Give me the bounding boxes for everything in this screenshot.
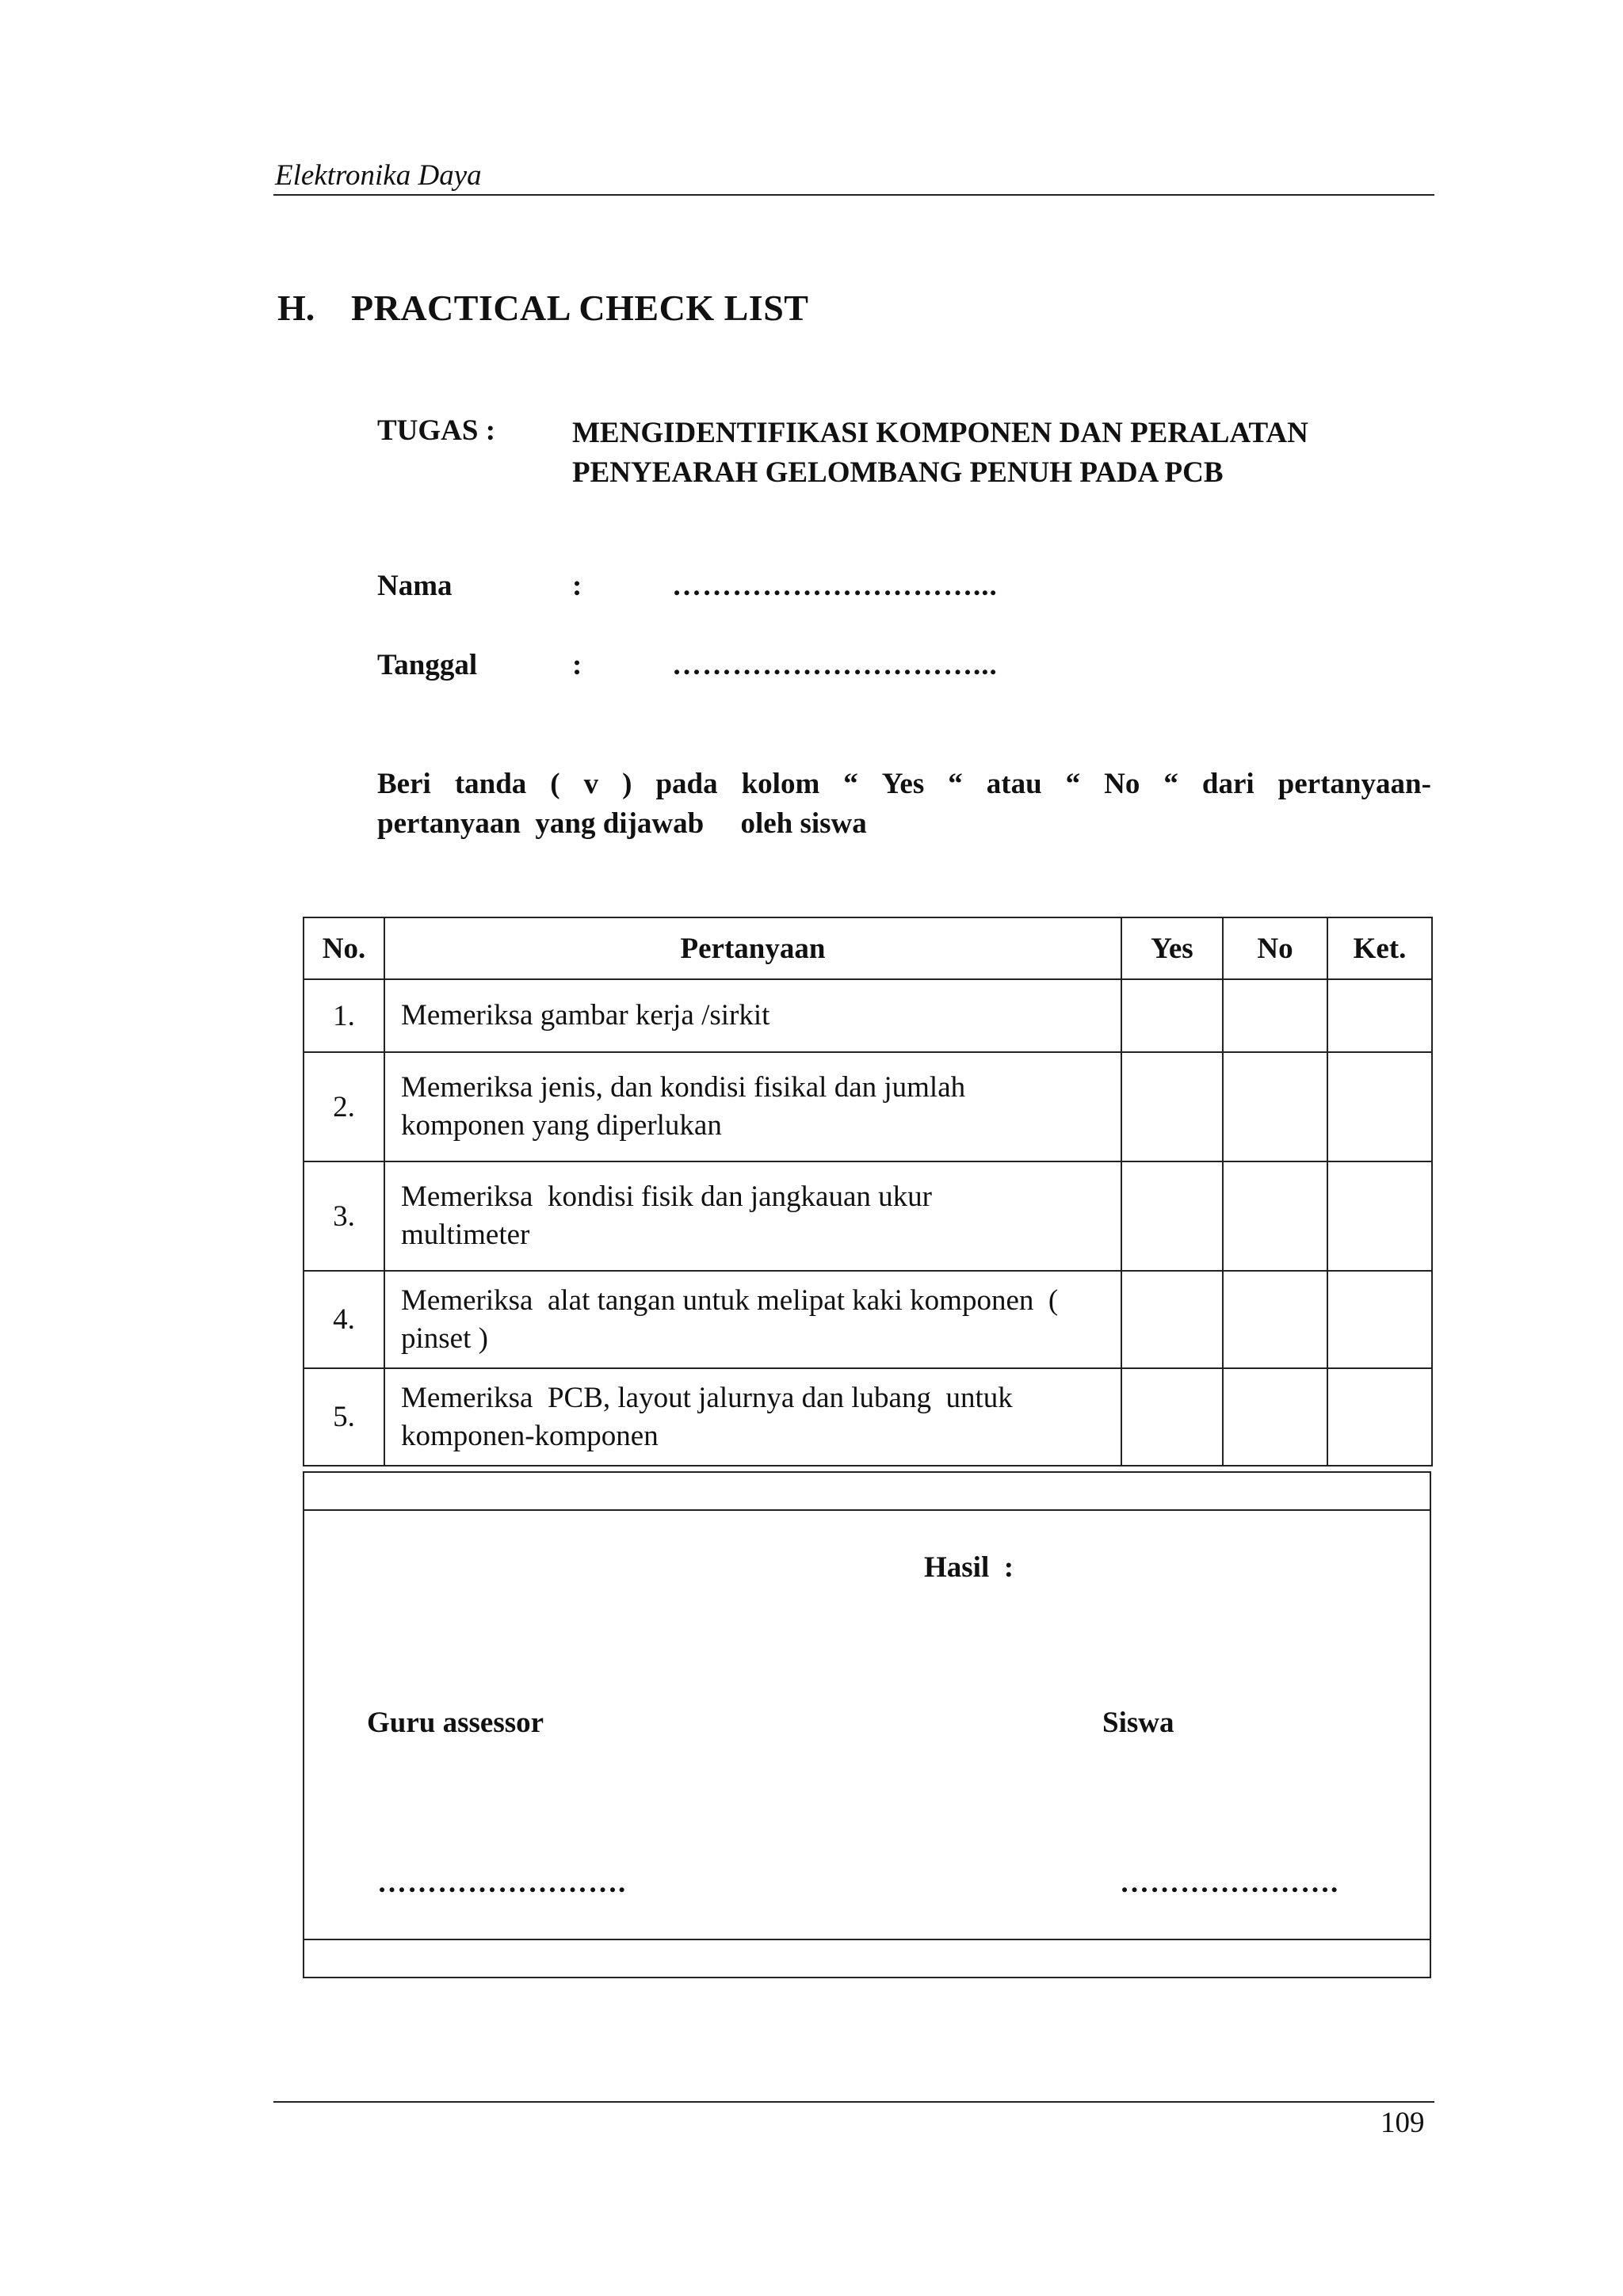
task-line-1: MENGIDENTIFIKASI KOMPONEN DAN PERALATAN xyxy=(572,417,1308,449)
question-line: Memeriksa PCB, layout jalurnya dan lubang untuk xyxy=(401,1381,1013,1414)
section-letter: H. xyxy=(277,288,315,328)
table-row xyxy=(304,979,1432,1052)
header-remarks: Ket. xyxy=(1327,917,1432,979)
task-line-2: PENYEARAH GELOMBANG PENUH PADA PCB xyxy=(572,456,1224,489)
spacer-cell xyxy=(304,1472,1430,1510)
footer-rule xyxy=(273,2101,1434,2103)
remarks-cell[interactable] xyxy=(1327,1271,1432,1368)
instruction-word: “ xyxy=(948,768,963,800)
page-number: 109 xyxy=(1381,2107,1425,2139)
instruction-word: “ xyxy=(1163,768,1178,800)
running-header-title: Elektronika Daya xyxy=(275,159,482,192)
instruction-line-2: pertanyaan yang dijawab oleh siswa xyxy=(377,807,867,840)
instruction-word: “ xyxy=(1065,768,1081,800)
signature-spacer-row xyxy=(304,1472,1430,1510)
question-line: komponen yang diperlukan xyxy=(401,1109,722,1142)
remarks-cell[interactable] xyxy=(1327,1052,1432,1161)
signature-footer-row xyxy=(304,1939,1430,1978)
no-cell[interactable] xyxy=(1223,1161,1327,1271)
remarks-cell[interactable] xyxy=(1327,1161,1432,1271)
header-yes: Yes xyxy=(1121,917,1223,979)
row-question xyxy=(384,1271,1121,1368)
assessor-signature-field[interactable]: ……………………. xyxy=(377,1867,627,1899)
task-label: TUGAS : xyxy=(377,414,496,447)
header-no-answer: No xyxy=(1223,917,1327,979)
header-no: No. xyxy=(304,917,384,979)
result-label: Hasil : xyxy=(924,1551,1014,1584)
instruction-word: Yes xyxy=(881,768,925,800)
yes-cell[interactable] xyxy=(1121,1052,1223,1161)
question-line: Memeriksa jenis, dan kondisi fisikal dan jumlah xyxy=(401,1071,966,1104)
row-question xyxy=(384,1052,1121,1161)
date-colon: : xyxy=(572,649,582,681)
yes-cell[interactable] xyxy=(1121,1161,1223,1271)
instruction-word: pertanyaan- xyxy=(1277,768,1431,800)
instruction-text xyxy=(377,765,1431,844)
remarks-cell[interactable] xyxy=(1327,979,1432,1052)
instruction-word: atau xyxy=(986,768,1042,800)
instruction-line-1 xyxy=(377,765,1431,804)
row-number: 3. xyxy=(304,1161,384,1271)
row-question xyxy=(384,1161,1121,1271)
date-field[interactable]: …………………………... xyxy=(672,649,998,681)
table-row xyxy=(304,1271,1432,1368)
row-question xyxy=(384,979,1121,1052)
row-number: 4. xyxy=(304,1271,384,1368)
no-cell[interactable] xyxy=(1223,979,1327,1052)
name-label: Nama xyxy=(377,570,453,602)
checklist-table xyxy=(303,917,1433,1466)
instruction-word: No xyxy=(1104,768,1140,800)
assessor-label: Guru assessor xyxy=(367,1707,544,1739)
yes-cell[interactable] xyxy=(1121,1271,1223,1368)
header-question: Pertanyaan xyxy=(384,917,1121,979)
table-row xyxy=(304,1368,1432,1466)
yes-cell[interactable] xyxy=(1121,979,1223,1052)
row-number: 1. xyxy=(304,979,384,1052)
no-cell[interactable] xyxy=(1223,1271,1327,1368)
instruction-word: kolom xyxy=(741,768,820,800)
header-rule xyxy=(273,194,1434,196)
section-title: PRACTICAL CHECK LIST xyxy=(351,288,809,328)
no-cell[interactable] xyxy=(1223,1368,1327,1466)
question-line: multimeter xyxy=(401,1219,530,1251)
date-label: Tanggal xyxy=(377,649,478,681)
table-row xyxy=(304,1052,1432,1161)
question-line: Memeriksa alat tangan untuk melipat kaki komponen ( xyxy=(401,1283,1059,1317)
instruction-word: pada xyxy=(655,768,718,800)
table-row xyxy=(304,1161,1432,1271)
instruction-word: ( xyxy=(550,768,560,800)
instruction-word: ) xyxy=(622,768,632,800)
spacer-cell xyxy=(304,1939,1430,1978)
question-line: Memeriksa kondisi fisik dan jangkauan ukur xyxy=(401,1180,932,1213)
no-cell[interactable] xyxy=(1223,1052,1327,1161)
task-description xyxy=(572,414,1308,493)
remarks-cell[interactable] xyxy=(1327,1368,1432,1466)
name-field[interactable]: …………………………... xyxy=(672,570,998,602)
row-number: 2. xyxy=(304,1052,384,1161)
instruction-word: v xyxy=(583,768,599,800)
question-line: Memeriksa gambar kerja /sirkit xyxy=(401,999,770,1032)
question-line: komponen-komponen xyxy=(401,1419,659,1452)
yes-cell[interactable] xyxy=(1121,1368,1223,1466)
instruction-word: dari xyxy=(1201,768,1254,800)
name-colon: : xyxy=(572,570,582,602)
student-label: Siswa xyxy=(1102,1707,1174,1739)
instruction-word: Beri xyxy=(377,768,431,800)
instruction-word: tanda xyxy=(454,768,527,800)
instruction-word: “ xyxy=(843,768,858,800)
row-question xyxy=(384,1368,1121,1466)
student-signature-field[interactable]: …………………. xyxy=(1120,1867,1339,1899)
question-line: pinset ) xyxy=(401,1322,488,1355)
table-header-row xyxy=(304,917,1432,979)
row-number: 5. xyxy=(304,1368,384,1466)
